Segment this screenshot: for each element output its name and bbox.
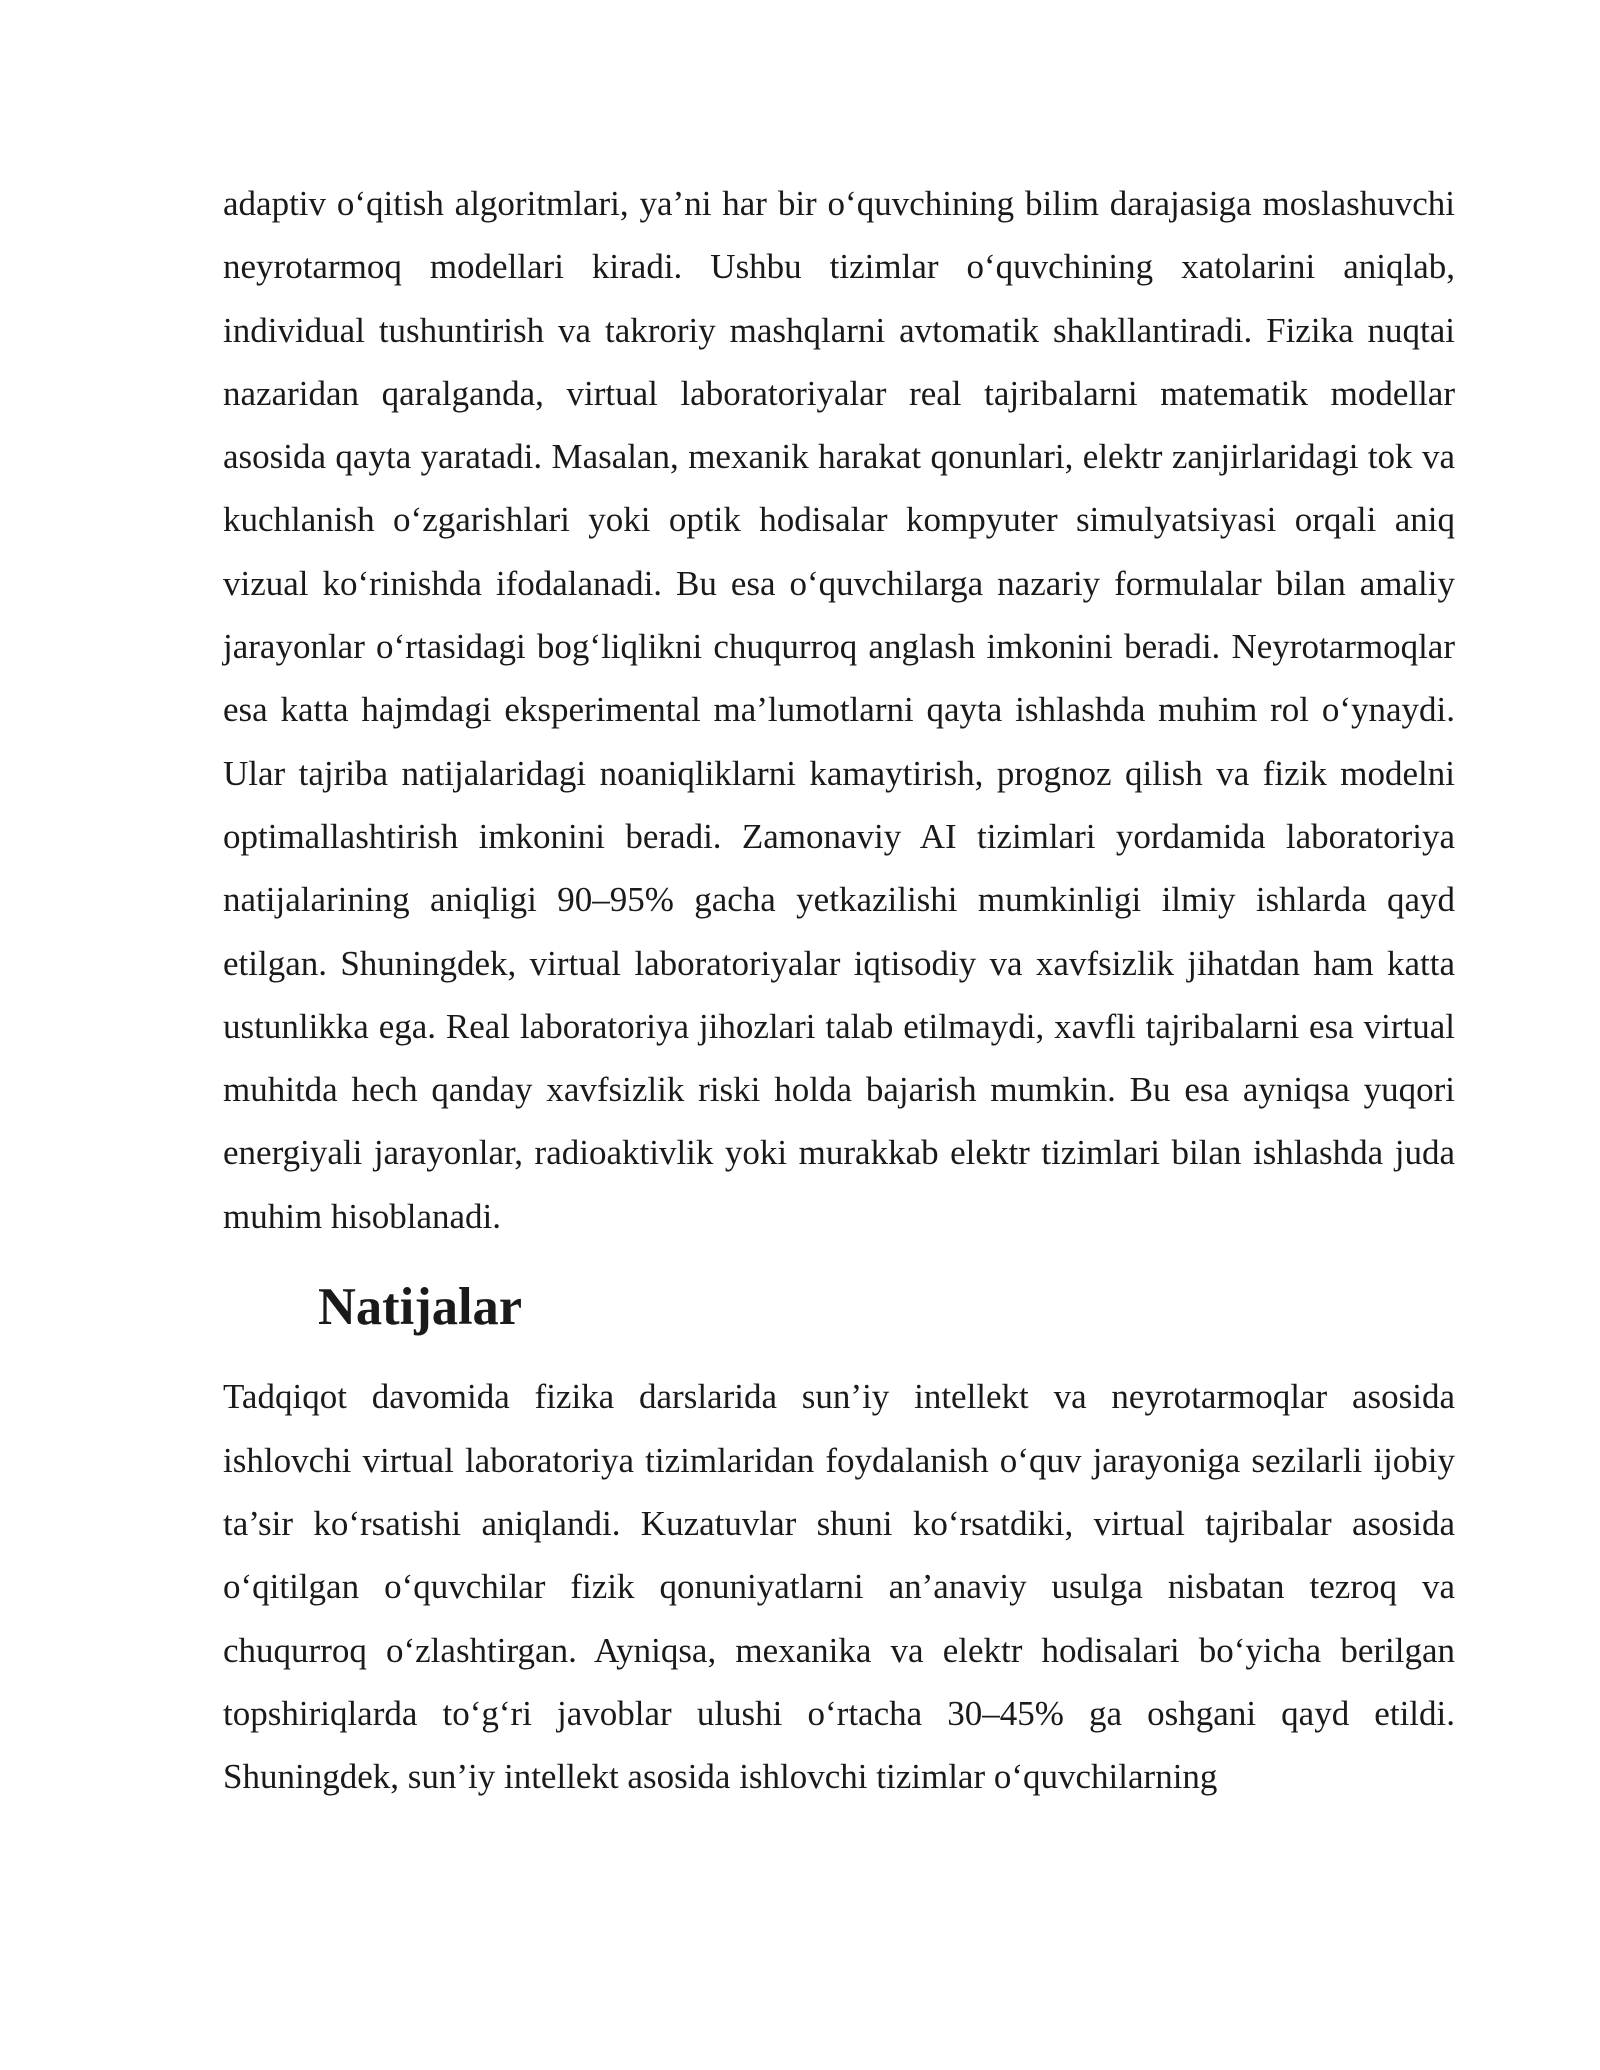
section-heading: Natijalar — [318, 1278, 523, 1337]
body-paragraph: adaptiv o‘qitish algoritmlari, ya’ni har bir o‘quvchining bilim darajasiga moslashuvchi neyrotarmoq modellari kiradi. Ushbu tizimlar o‘quvchining xatolarini aniqlab, individual tushuntirish va takroriy mashqlarni avtomatik shakllantiradi. Fizika nuqtai nazaridan qaralganda, virtual laboratoriyalar real tajribalarni matematik modellar asosida qayta yaratadi. Masalan, mexanik harakat qonunlari, elektr zanjirlaridagi tok va kuchlanish o‘zgarishlari yoki optik hodisalar kompyuter simulyatsiyasi orqali aniq vizual ko‘rinishda ifodalanadi. Bu esa o‘quvchilarga nazariy formulalar bilan amaliy jarayonlar o‘rtasidagi bog‘liqlikni chuqurroq anglash imkonini beradi. Neyrotarmoqlar esa katta hajmdagi eksperimental ma’lumotlarni qayta ishlashda muhim rol o‘ynaydi. Ular tajriba natijalaridagi noaniqliklarni kamaytirish, prognoz qilish va fizik modelni optimallashtirish imkonini beradi. Zamonaviy AI tizimlari yordamida laboratoriya natijalarining aniqligi 90–95% gacha yetkazilishi mumkinligi ilmiy ishlarda qayd etilgan. Shuningdek, virtual laboratoriyalar iqtisodiy va xavfsizlik jihatdan ham katta ustunlikka ega. Real laboratoriya jihozlari talab etilmaydi, xavfli tajribalarni esa virtual muhitda hech qanday xavfsizlik riski holda bajarish mumkin. Bu esa ayniqsa yuqori energiyali jarayonlar, radioaktivlik yoki murakkab elektr tizimlari bilan ishlashda juda muhim hisoblanadi. — [223, 184, 1455, 1236]
body-paragraph: Tadqiqot davomida fizika darslarida sun’iy intellekt va neyrotarmoqlar asosida ishlovchi virtual laboratoriya tizimlaridan foydalanish o‘quv jarayoniga sezilarli ijobiy ta’sir ko‘rsatishi aniqlandi. Kuzatuvlar shuni ko‘rsatdiki, virtual tajribalar asosida o‘qitilgan o‘quvchilar fizik qonuniyatlarni an’anaviy usulga nisbatan tezroq va chuqurroq o‘zlashtirgan. Ayniqsa, mexanika va elektr hodisalari bo‘yicha berilgan topshiriqlarda to‘g‘ri javoblar ulushi o‘rtacha 30–45% ga oshgani qayd etildi. Shuningdek, sun’iy intellekt asosida ishlovchi tizimlar o‘quvchilarning — [223, 1377, 1455, 1797]
document-page — [223, 172, 1455, 1808]
